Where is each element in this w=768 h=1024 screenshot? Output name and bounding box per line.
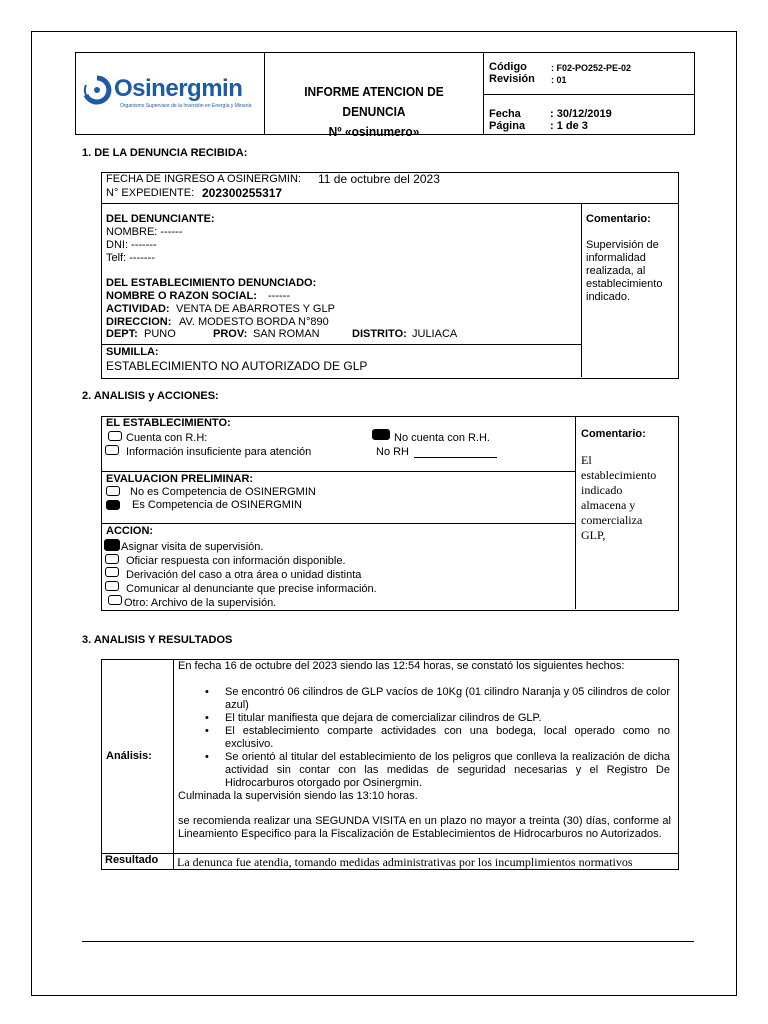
dept-value: PUNO	[144, 328, 176, 340]
document-title	[273, 82, 475, 142]
hecho-item: • El establecimiento comparte actividades con una bodega, local operado como no exclusivo.	[205, 725, 670, 751]
comentario2-text	[581, 453, 656, 543]
direccion-value: AV. MODESTO BORDA N°890	[179, 316, 329, 328]
comentario1-line: establecimiento	[586, 278, 663, 290]
expediente-value: 202300255317	[202, 186, 283, 200]
document-header	[75, 52, 695, 139]
es-competencia-label: Es Competencia de OSINERGMIN	[132, 499, 302, 511]
accion-label-5: Otro: Archivo de la supervisión.	[124, 597, 277, 609]
codigo-value: : F02-PO252-PE-02	[551, 63, 632, 73]
fecha-value: : 30/12/2019	[550, 108, 612, 120]
accion-checkbox-1[interactable]	[104, 539, 120, 551]
revision-label: Revisión	[489, 73, 535, 85]
evaluacion-title: EVALUACION PRELIMINAR:	[106, 473, 254, 485]
comentario2-line: El	[581, 453, 592, 467]
denunciante-telf: Telf: -------	[106, 252, 155, 264]
establecimiento-eval-title: EL ESTABLECIMIENTO:	[106, 417, 231, 429]
distrito-label: DISTRITO:	[352, 328, 407, 340]
accion-label-1: Asignar visita de supervisión.	[121, 541, 264, 553]
no-cuenta-rh-label: No cuenta con R.H.	[394, 432, 490, 444]
comentario2-line: establecimiento	[581, 468, 657, 482]
actividad-label: ACTIVIDAD:	[106, 303, 170, 315]
denunciante-nombre: NOMBRE: ------	[106, 226, 183, 238]
razon-social-label: NOMBRE O RAZON SOCIAL:	[106, 290, 257, 302]
cuenta-rh-label: Cuenta con R.H:	[126, 432, 208, 444]
razon-social-value: ------	[268, 290, 290, 302]
recomendacion-text: se recomienda realizar una SEGUNDA VISITA en un plazo no mayor a treinta (30) días, conforme al Lineamiento Especifico para la Fiscalización de Establecimientos de Hidrocarburos no Autorizados.	[178, 815, 671, 840]
document-title-line2: Nº «osinumero»	[328, 124, 420, 139]
section3-title: 3. ANALISIS Y RESULTADOS	[82, 634, 233, 646]
no-rh-label: No RH	[376, 446, 410, 458]
dept-label: DEPT:	[106, 328, 138, 340]
accion-checkbox-5[interactable]	[108, 595, 122, 605]
denunciante-title: DEL DENUNCIANTE:	[106, 213, 215, 225]
direccion-label: DIRECCION:	[106, 316, 172, 328]
analisis-label: Análisis:	[106, 750, 152, 762]
prov-value: SAN ROMAN	[253, 328, 320, 340]
comentario1-line: indicado.	[586, 291, 631, 303]
no-competencia-label: No es Competencia de OSINERGMIN	[130, 486, 316, 498]
resultado-value: La denunca fue atendia, tomando medidas administrativas por los incumplimientos normativos	[177, 855, 633, 869]
accion-title: ACCION:	[106, 525, 154, 537]
hecho-item: • El titular manifiesta que dejara de comercializar cilindros de GLP.	[205, 712, 670, 725]
fecha-ingreso-label: FECHA DE INGRESO A OSINERGMIN:	[106, 173, 301, 185]
establecimiento-title: DEL ESTABLECIMIENTO DENUNCIADO:	[106, 277, 317, 289]
expediente-label: N° EXPEDIENTE:	[106, 187, 195, 199]
denunciante-dni: DNI: -------	[106, 239, 157, 251]
comentario1-text	[586, 239, 662, 304]
comentario1-label: Comentario:	[586, 213, 651, 225]
accion-label-2: Oficiar respuesta con información disponible.	[126, 555, 346, 567]
accion-label-4: Comunicar al denunciante que precise información.	[126, 583, 377, 595]
hecho-item: • Se encontró 06 cilindros de GLP vacíos de 10Kg (01 cilindro Naranja y 05 cilindros de color azul)	[205, 686, 670, 712]
logo-swirl-icon	[82, 75, 112, 105]
resultado-label: Resultado	[105, 854, 159, 866]
pagina-value: : 1 de 3	[550, 120, 588, 132]
codigo-label: Código	[489, 61, 527, 73]
comentario2-line: almacena y	[581, 498, 636, 512]
revision-value: : 01	[551, 75, 567, 85]
hechos-list	[205, 686, 670, 790]
actividad-value: VENTA DE ABARROTES Y GLP	[176, 303, 335, 315]
comentario2-line: indicado	[581, 483, 623, 497]
accion-checkbox-3[interactable]	[105, 567, 119, 577]
culminada-text: Culminada la supervisión siendo las 13:10 horas.	[178, 790, 418, 802]
comentario1-line: Supervisión de	[586, 239, 659, 251]
analisis-intro: En fecha 16 de octubre del 2023 siendo las 12:54 horas, se constató los siguientes hechos:	[178, 660, 625, 672]
cuenta-rh-checkbox[interactable]	[108, 431, 122, 441]
section2-title: 2. ANALISIS y ACCIONES:	[82, 390, 219, 402]
comentario2-label: Comentario:	[581, 428, 646, 440]
accion-checkbox-4[interactable]	[105, 581, 119, 591]
accion-label-3: Derivación del caso a otra área o unidad distinta	[126, 569, 362, 581]
comentario1-line: realizada, al	[586, 265, 646, 277]
fecha-label: Fecha	[489, 108, 521, 120]
comentario2-line: comercializa	[581, 513, 643, 527]
document-title-line1: INFORME ATENCION DE DENUNCIA	[304, 84, 444, 119]
pagina-label: Página	[489, 120, 526, 132]
sumilla-label: SUMILLA:	[106, 346, 159, 358]
no-cuenta-rh-checkbox[interactable]	[372, 429, 390, 440]
hecho-item: • Se orientó al titular del establecimiento de los peligros que conlleva la realización de dicha actividad sin contar con las medidas de seguridad necesarias y el Registro De Hidrocarburos otorgado por Osinergmin.	[205, 751, 670, 790]
info-insuficiente-label: Información insuficiente para atención	[126, 446, 312, 458]
fecha-ingreso-value: 11 de octubre del 2023	[318, 172, 440, 186]
comentario1-line: informalidad	[586, 252, 646, 264]
prov-label: PROV:	[213, 328, 248, 340]
logo-text: Osinergmin	[114, 75, 243, 102]
info-insuficiente-checkbox[interactable]	[105, 445, 119, 455]
section1-title: 1. DE LA DENUNCIA RECIBIDA:	[82, 147, 248, 159]
distrito-value: JULIACA	[412, 328, 458, 340]
sumilla-value: ESTABLECIMIENTO NO AUTORIZADO DE GLP	[106, 359, 368, 373]
no-rh-blank-line	[414, 457, 497, 458]
no-competencia-checkbox[interactable]	[106, 486, 120, 496]
comentario2-line: GLP,	[581, 528, 606, 542]
logo-subtitle: Organismo Supervisor de la Inversión en Energía y Minería	[120, 103, 252, 109]
footer-rule	[82, 941, 694, 942]
accion-checkbox-2[interactable]	[105, 554, 119, 564]
osinergmin-logo	[82, 75, 262, 115]
es-competencia-checkbox[interactable]	[106, 500, 120, 510]
